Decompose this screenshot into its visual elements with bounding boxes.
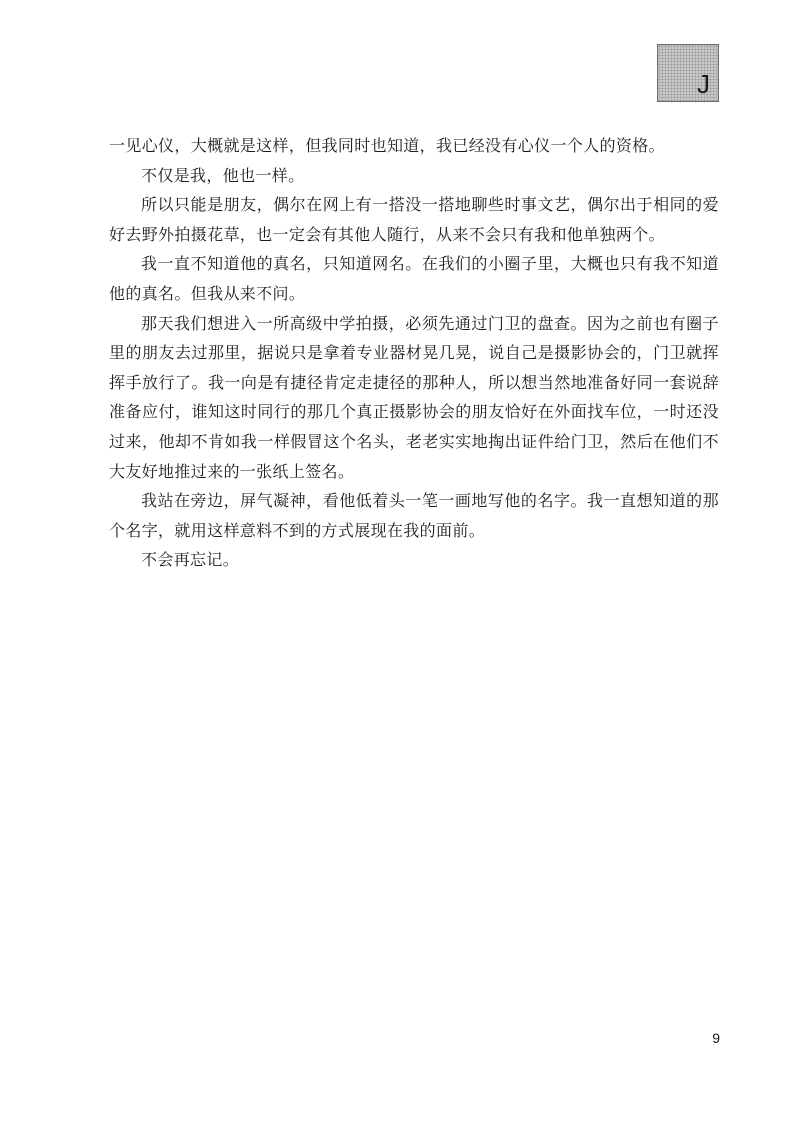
paragraph-continuation: 一见心仪，大概就是这样，但我同时也知道，我已经没有心仪一个人的资格。: [109, 136, 665, 155]
page-number: 9: [712, 1030, 720, 1046]
chapter-badge: [657, 44, 719, 102]
paragraph: 不仅是我，他也一样。: [141, 165, 305, 185]
paragraph: 我一直不知道他的真名，只知道网名。在我们的小圈子里，大概也只有我不知道他的真名。但我从来不问。: [109, 254, 719, 303]
paragraph: 我站在旁边，屏气凝神，看他低着头一笔一画地写他的名字。我一直想知道的那个名字，就用这样意料不到的方式展现在我的面前。: [109, 491, 719, 540]
paragraph: 不会再忘记。: [141, 550, 240, 570]
paragraph: 所以只能是朋友，偶尔在网上有一搭没一搭地聊些时事文艺，偶尔出于相同的爱好去野外拍摄花草，也一定会有其他人随行，从来不会只有我和他单独两个。: [109, 195, 719, 244]
body-text: [109, 131, 719, 575]
chapter-letter: J: [697, 69, 710, 99]
paragraph: 那天我们想进入一所高级中学拍摄，必须先通过门卫的盘查。因为之前也有圈子里的朋友去过那里，据说只是拿着专业器材晃几晃，说自己是摄影协会的，门卫就挥挥手放行了。我一向是有捷径肯定走捷径的那种人，所以想当然地准备好同一套说辞准备应付，谁知这时同行的那几个真正摄影协会的朋友恰好在外面找车位，一时还没过来，他却不肯如我一样假冒这个名头，老老实实地掏出证件给门卫，然后在他们不大友好地推过来的一张纸上签名。: [109, 313, 719, 481]
